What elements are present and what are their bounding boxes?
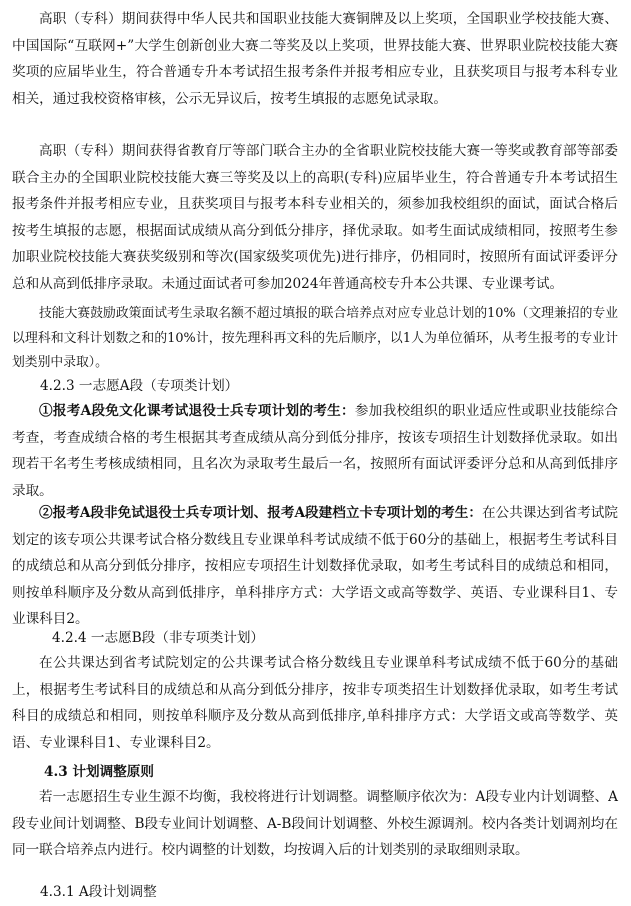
heading-4-2-4: 4.2.4 一志愿B段（非专项类计划） xyxy=(52,630,265,646)
paragraph-veteran-exempt-plan xyxy=(12,398,618,504)
paragraph-b-section-plan: 在公共课达到省考试院划定的公共课考试合格分数线且专业课单科考试成绩不低于60分的基础上，根据考生考试科目的成绩总和从高分到低分排序，按非专项类招生计划数择优录取，如考生考试科目的成绩总和相同，则按单科顺序及分数从高到低排序,单科排序方式：大学语文或高等数学、英语、专业课科目1、专业课科目2。 xyxy=(12,655,618,751)
paragraph-lead-bold: ②报考A段非免试退役士兵专项计划、报考A段建档立卡专项计划的考生： xyxy=(39,505,482,521)
paragraph-provincial-award-interview: 高职（专科）期间获得省教育厅等部门联合主办的全省职业院校技能大赛一等奖或教育部等部委联合主办的全国职业院校技能大赛三等奖及以上的高职(专科)应届毕业生，符合普通专升本考试招生报考条件并报考相应专业，且获奖项目与报考本科专业相关的，须参加我校组织的面试，面试合格后按考生填报的志愿，根据面试成绩从高分到低分排序，择优录取。如考生面试成绩相同，按照考生参加职业院校技能大赛获奖级别和等次(国家级奖项优先)进行排序，仍相同时，按照所有面试评委评分总和从高到低排序录取。未通过面试者可参加2024年普通高校专升本公共课、专业课考试。 xyxy=(12,143,618,292)
paragraph-plan-adjustment: 若一志愿招生专业生源不均衡，我校将进行计划调整。调整顺序依次为：A段专业内计划调整、A段专业间计划调整、B段专业间计划调整、A-B段间计划调整、外校生源调剂。校内各类计划调剂均在同一联合培养点内进行。校内调整的计划数，均按调入后的计划类别的录取细则录取。 xyxy=(12,789,618,859)
paragraph-veteran-nonexempt-plan xyxy=(12,500,618,633)
paragraph-body: 在公共课达到省考试院划定的该专项公共课考试合格分数线且专业课单科考试成绩不低于60分的基础上，根据考生考试科目的成绩总和从高分到低分排序，按相应专项招生计划数择优录取，如考生考试科目的成绩总和相同，则按单科顺序及分数从高到低排序，单科排序方式：大学语文或高等数学、英语、专业课科目1、专业课科目2。 xyxy=(12,505,619,628)
paragraph-lead-bold: ①报考A段免文化课考试退役士兵专项计划的考生： xyxy=(39,403,355,419)
heading-4-3-1: 4.3.1 A段计划调整 xyxy=(40,884,157,900)
heading-4-2-3: 4.2.3 一志愿A段（专项类计划） xyxy=(40,378,239,394)
paragraph-national-award-exemption: 高职（专科）期间获得中华人民共和国职业技能大赛铜牌及以上奖项，全国职业学校技能大赛、中国国际“互联网+”大学生创新创业大赛二等奖及以上奖项，世界技能大赛、世界职业院校技能大赛奖项的应届毕业生，符合普通专升本考试招生报考条件并报考相应专业，且获奖项目与报考本科专业相关，通过我校资格审核，公示无异议后，按考生填报的志愿免试录取。 xyxy=(12,11,618,107)
heading-4-3: 4.3 计划调整原则 xyxy=(44,764,154,780)
paragraph-skill-contest-quota: 技能大赛鼓励政策面试考生录取名额不超过填报的联合培养点对应专业总计划的10%（文理兼招的专业以理科和文科计划数之和的10%计，按先理科再文科的先后顺序，以1人为单位循环，从考生报考的专业计划类别中录取）。 xyxy=(12,306,618,371)
paragraph-body: 参加我校组织的职业适应性或职业技能综合考查，考查成绩合格的考生根据其考查成绩从高分到低分排序，按该专项招生计划数择优录取。如出现若干名考生考核成绩相同，且名次为录取考生最后一名，按照所有面试评委评分总和从高到低排序录取。 xyxy=(12,403,619,499)
